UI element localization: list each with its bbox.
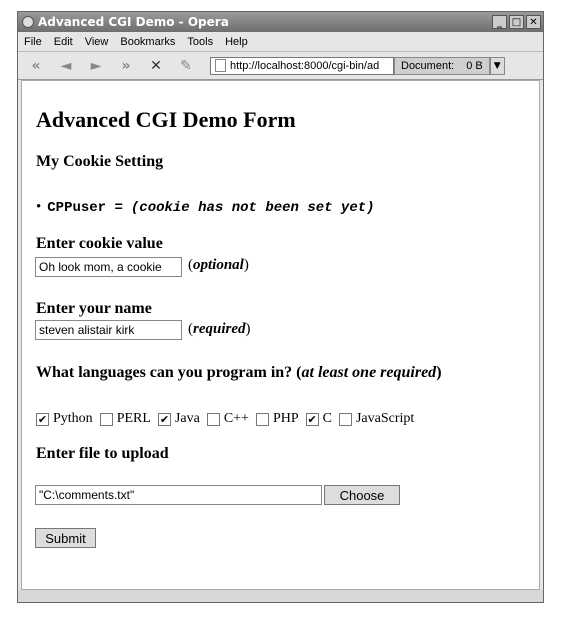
name-input[interactable]: steven alistair kirk bbox=[35, 320, 182, 340]
chevron-down-icon[interactable]: ▼ bbox=[490, 57, 505, 75]
edit-icon[interactable]: ✎ bbox=[180, 57, 192, 74]
close-button[interactable]: ✕ bbox=[526, 15, 541, 29]
language-label: Java bbox=[174, 411, 200, 426]
toolbar bbox=[18, 52, 543, 80]
cookie-value: (cookie has not been set yet) bbox=[130, 199, 375, 216]
language-label: C bbox=[322, 411, 332, 426]
language-label: PERL bbox=[116, 411, 151, 426]
language-label: JavaScript bbox=[355, 411, 415, 426]
language-checkboxes bbox=[36, 411, 421, 427]
cookie-optional-note: (optional) bbox=[188, 257, 249, 273]
menu-view[interactable]: View bbox=[84, 35, 109, 48]
document-size-indicator bbox=[394, 57, 490, 75]
menu-edit[interactable]: Edit bbox=[53, 35, 73, 48]
language-label: Python bbox=[53, 411, 93, 426]
name-required-note: (required) bbox=[188, 321, 251, 337]
document-label: Document: bbox=[401, 59, 455, 72]
fast-forward-icon[interactable]: » bbox=[121, 57, 131, 74]
language-label: PHP bbox=[272, 411, 299, 426]
languages-note: at least one required bbox=[301, 364, 437, 381]
required-text: required bbox=[193, 321, 246, 337]
file-path-input[interactable]: "C:\comments.txt" bbox=[35, 485, 322, 505]
page-title: Advanced CGI Demo Form bbox=[36, 107, 296, 132]
address-text: http://localhost:8000/cgi-bin/ad bbox=[230, 59, 380, 72]
opera-logo-icon bbox=[22, 16, 34, 28]
browser-window bbox=[17, 11, 544, 603]
name-input-label: Enter your name bbox=[36, 300, 152, 317]
menu-bookmarks[interactable]: Bookmarks bbox=[120, 35, 176, 48]
maximize-button[interactable]: □ bbox=[509, 15, 524, 29]
menu-bar bbox=[18, 32, 543, 52]
checkbox-perl[interactable] bbox=[100, 413, 113, 426]
stop-icon[interactable]: ✕ bbox=[150, 57, 162, 74]
checkbox-javascript[interactable] bbox=[339, 413, 352, 426]
cookie-section-heading: My Cookie Setting bbox=[36, 153, 164, 170]
languages-question-text: What languages can you program in? ( bbox=[36, 364, 302, 381]
minimize-button[interactable]: _ bbox=[492, 15, 507, 29]
page-content bbox=[21, 80, 540, 590]
language-label: C++ bbox=[223, 411, 249, 426]
cookie-name: CPPuser = bbox=[47, 199, 123, 216]
optional-text: optional bbox=[193, 257, 244, 273]
address-bar[interactable] bbox=[210, 57, 394, 75]
choose-file-button[interactable]: Choose bbox=[324, 485, 400, 505]
file-upload-label: Enter file to upload bbox=[36, 445, 169, 462]
document-size: 0 B bbox=[466, 59, 483, 72]
page-icon bbox=[215, 59, 226, 72]
rewind-icon[interactable]: « bbox=[31, 57, 41, 74]
checkbox-cplusplus[interactable] bbox=[207, 413, 220, 426]
title-bar bbox=[18, 12, 543, 32]
status-bar bbox=[18, 590, 543, 602]
window-title: Advanced CGI Demo - Opera bbox=[38, 15, 229, 29]
cookie-input[interactable]: Oh look mom, a cookie bbox=[35, 257, 182, 277]
cookie-status bbox=[36, 199, 375, 216]
checkbox-python[interactable]: ✔ bbox=[37, 412, 48, 426]
languages-question bbox=[36, 364, 442, 382]
checkbox-java[interactable]: ✔ bbox=[159, 412, 170, 426]
menu-file[interactable]: File bbox=[24, 35, 42, 48]
menu-help[interactable]: Help bbox=[225, 35, 248, 48]
back-icon[interactable]: ◄ bbox=[60, 57, 72, 74]
bullet-icon: • bbox=[36, 199, 42, 215]
cookie-input-label: Enter cookie value bbox=[36, 235, 163, 252]
languages-close: ) bbox=[436, 364, 442, 381]
forward-icon[interactable]: ► bbox=[90, 57, 102, 74]
submit-button[interactable]: Submit bbox=[35, 528, 96, 548]
checkbox-c[interactable]: ✔ bbox=[307, 412, 317, 426]
checkbox-php[interactable] bbox=[256, 413, 269, 426]
menu-tools[interactable]: Tools bbox=[187, 35, 214, 48]
